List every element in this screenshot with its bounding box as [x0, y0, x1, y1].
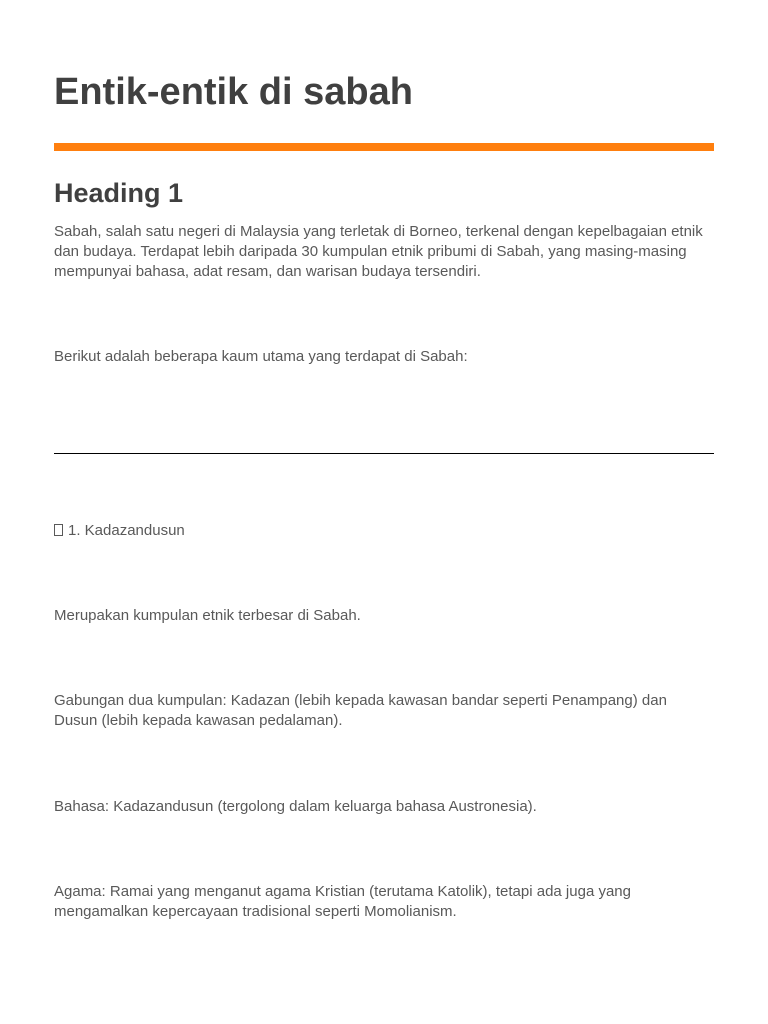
list-item-kadazandusun [54, 521, 714, 541]
detail-paragraph: Gabungan dua kumpulan: Kadazan (lebih kepada kawasan bandar seperti Penampang) dan Dusun (lebih kepada kawasan pedalaman). [54, 692, 667, 729]
title-accent-rule [54, 143, 714, 151]
section-heading: Heading 1 [54, 178, 184, 208]
document-title: Entik-entik di sabah [54, 71, 413, 113]
document-page [54, 0, 714, 1024]
list-item-label: 1. Kadazandusun [68, 522, 185, 539]
list-intro-paragraph: Berikut adalah beberapa kaum utama yang terdapat di Sabah: [54, 348, 468, 365]
detail-paragraph: Bahasa: Kadazandusun (tergolong dalam keluarga bahasa Austronesia). [54, 798, 537, 815]
horizontal-divider [54, 453, 714, 454]
missing-glyph-icon [54, 524, 63, 536]
intro-paragraph: Sabah, salah satu negeri di Malaysia yang terletak di Borneo, terkenal dengan kepelbagaian etnik dan budaya. Terdapat lebih daripada 30 kumpulan etnik pribumi di Sabah, yang masing-masing mempunyai bahasa, adat resam, dan warisan budaya tersendiri. [54, 223, 703, 280]
detail-paragraph: Merupakan kumpulan etnik terbesar di Sabah. [54, 607, 361, 624]
detail-paragraph: Agama: Ramai yang menganut agama Kristian (terutama Katolik), tetapi ada juga yang mengamalkan kepercayaan tradisional seperti Momolianism. [54, 883, 631, 920]
